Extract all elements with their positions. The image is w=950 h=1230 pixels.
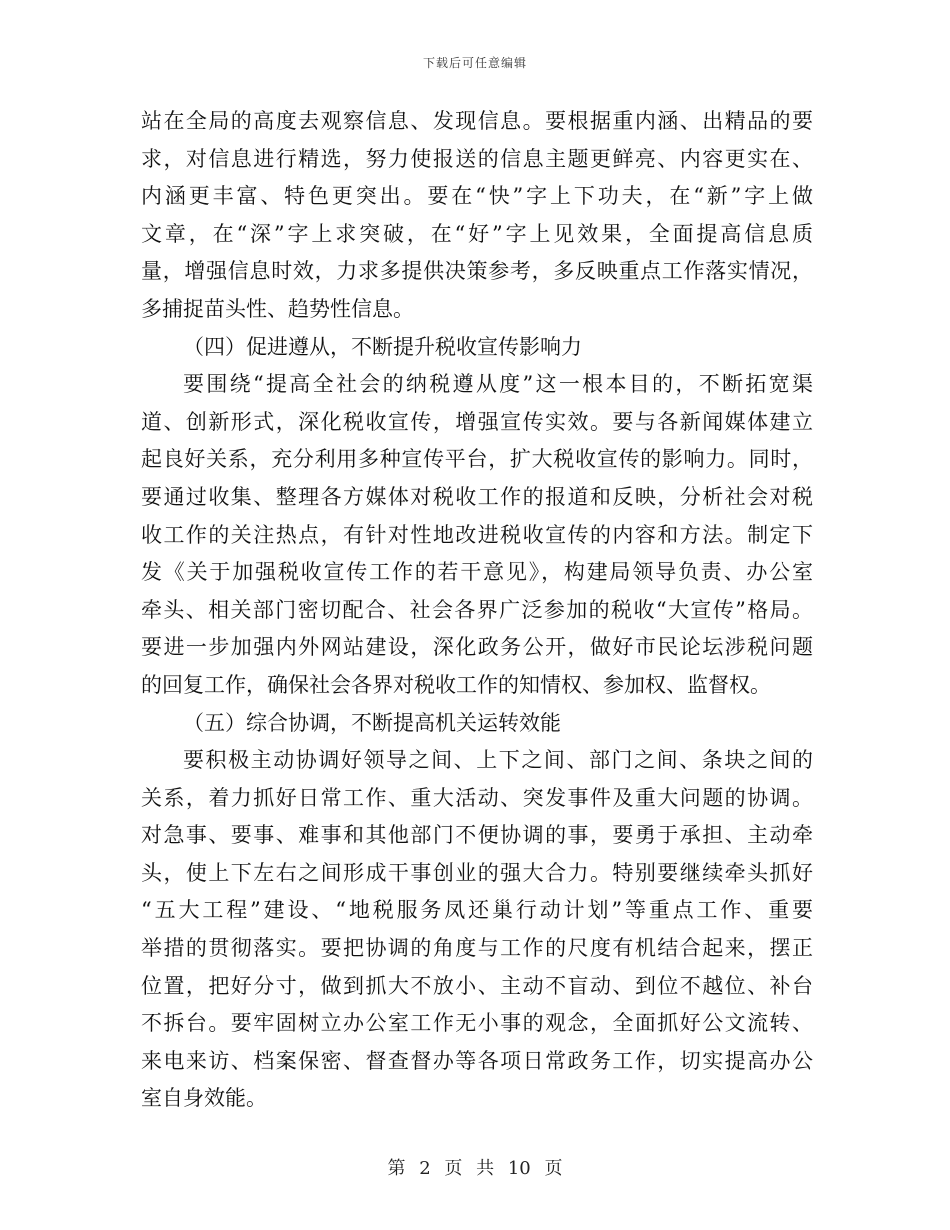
text-line: 发《关于加强税收宣传工作的若干意见》，构建局领导负责、办公室 (141, 560, 813, 585)
text-line: 内涵更丰富、特色更突出。要在“快”字上下功夫，在“新”字上做 (141, 184, 813, 209)
text-line: 牵头、相关部门密切配合、社会各界广泛参加的税收“大宣传”格局。 (141, 597, 813, 622)
text-line: 要通过收集、整理各方媒体对税收工作的报道和反映，分析社会对税 (141, 484, 813, 509)
text-line: 起良好关系，充分利用多种宣传平台，扩大税收宣传的影响力。同时， (141, 447, 813, 472)
page-header: 下载后可任意编辑 (422, 56, 527, 70)
text-line: 不拆台。要牢固树立办公室工作无小事的观念，全面抓好公文流转、 (141, 1011, 813, 1036)
text-line: 要积极主动协调好领导之间、上下之间、部门之间、条块之间的 (183, 748, 813, 773)
text-line: 举措的贯彻落实。要把协调的角度与工作的尺度有机结合起来，摆正 (141, 936, 813, 961)
text-line: 站在全局的高度去观察信息、发现信息。要根据重内涵、出精品的要 (141, 109, 813, 133)
text-line: 位置，把好分寸，做到抓大不放小、主动不盲动、到位不越位、补台 (141, 973, 813, 998)
body-text (141, 103, 813, 1118)
text-line: 的回复工作，确保社会各界对税收工作的知情权、参加权、监督权。 (141, 672, 771, 697)
text-line: 求，对信息进行精选，努力使报送的信息主题更鲜亮、内容更实在、 (141, 146, 813, 171)
page-number: 第 2 页 共 10 页 (387, 1158, 563, 1179)
text-line: 多捕捉苗头性、趋势性信息。 (141, 296, 414, 321)
text-line: 来电来访、档案保密、督查督办等各项日常政务工作，切实提高办公 (141, 1048, 813, 1073)
text-line: 头，使上下左右之间形成干事创业的强大合力。特别要继续牵头抓好 (141, 860, 813, 885)
text-line: 收工作的关注热点，有针对性地改进税收宣传的内容和方法。制定下 (141, 522, 813, 547)
text-line: 道、创新形式，深化税收宣传，增强宣传实效。要与各新闻媒体建立 (141, 409, 813, 434)
text-line: 量，增强信息时效，力求多提供决策参考，多反映重点工作落实情况， (141, 259, 813, 284)
section-heading-5: （五）综合协调，不断提高机关运转效能 (183, 710, 561, 735)
text-line: “五大工程”建设、“地税服务凤还巢行动计划”等重点工作、重要 (141, 898, 813, 923)
section-heading-4: （四）促进遵从，不断提升税收宣传影响力 (183, 334, 582, 359)
text-line: 要围绕“提高全社会的纳税遵从度”这一根本目的，不断拓宽渠 (183, 372, 813, 397)
text-line: 文章，在“深”字上求突破，在“好”字上见效果，全面提高信息质 (141, 221, 813, 246)
text-line: 室自身效能。 (141, 1086, 267, 1111)
text-line: 关系，着力抓好日常工作、重大活动、突发事件及重大问题的协调。 (141, 785, 813, 810)
text-line: 要进一步加强内外网站建设，深化政务公开，做好市民论坛涉税问题 (141, 635, 813, 660)
text-line: 对急事、要事、难事和其他部门不便协调的事，要勇于承担、主动牵 (141, 823, 813, 848)
